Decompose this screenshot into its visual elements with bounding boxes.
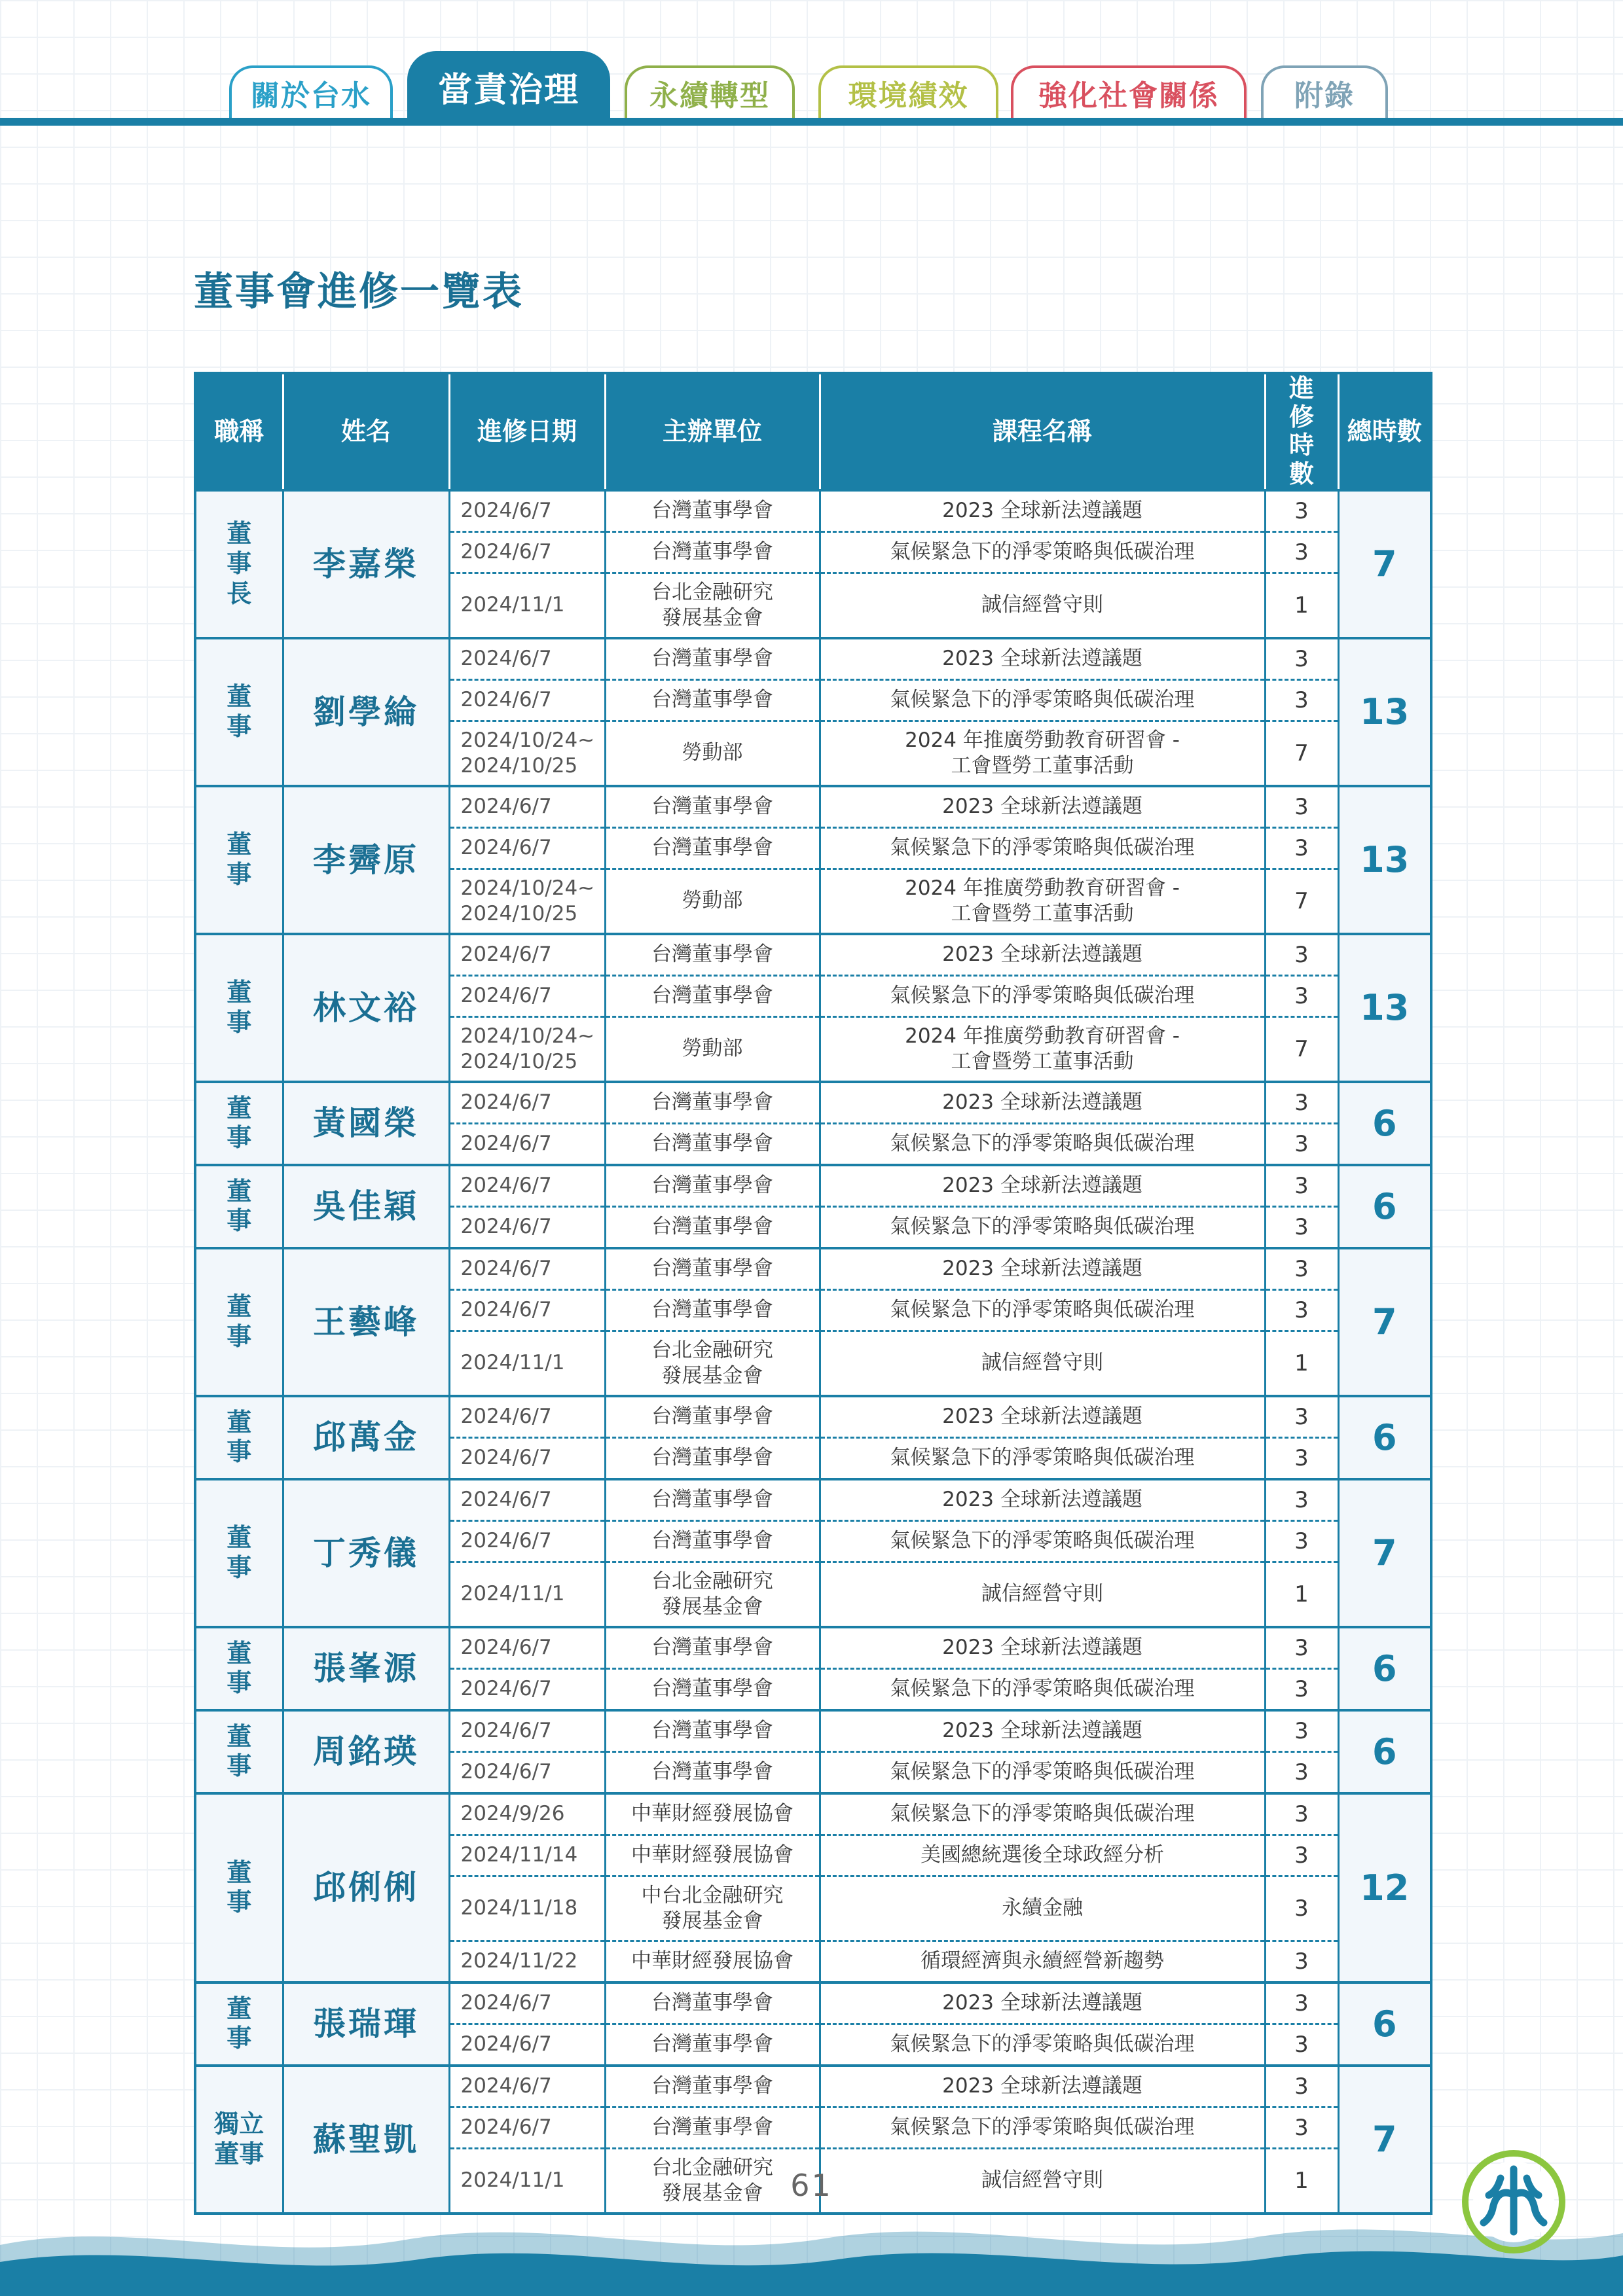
cell-course: 2023 全球新法遵議題 — [820, 1082, 1265, 1124]
cell-course: 2023 全球新法遵議題 — [820, 786, 1265, 828]
position-text: 董 — [227, 1093, 252, 1122]
cell-organizer: 台灣董事學會 — [605, 1206, 820, 1248]
cell-date: 2024/6/7 — [449, 1982, 605, 2024]
cell-organizer: 台灣董事學會 — [605, 1479, 820, 1521]
cell-date: 2024/6/7 — [449, 1627, 605, 1669]
cell-name: 李霽原 — [283, 786, 449, 934]
tab-environment[interactable]: 環境績效 — [818, 65, 998, 118]
cell-position — [195, 1248, 283, 1396]
cell-position — [195, 1710, 283, 1793]
cell-organizer: 台灣董事學會 — [605, 786, 820, 828]
cell-organizer: 台灣董事學會 — [605, 1123, 820, 1165]
cell-date: 2024/11/1 — [449, 1331, 605, 1396]
position-text: 事 — [227, 1437, 252, 1467]
board-training-table — [194, 372, 1432, 2215]
cell-position — [195, 1396, 283, 1479]
table-row — [195, 1248, 1431, 1290]
cell-total-hours: 6 — [1338, 1627, 1431, 1710]
cell-date: 2024/6/7 — [449, 1248, 605, 1290]
cell-date: 2024/6/7 — [449, 1437, 605, 1479]
table-row — [195, 1479, 1431, 1521]
cell-date: 2024/10/24~ 2024/10/25 — [449, 1016, 605, 1082]
cell-date: 2024/6/7 — [449, 1520, 605, 1562]
cell-course: 誠信經營守則 — [820, 1562, 1265, 1627]
cell-hours: 3 — [1265, 1289, 1338, 1331]
cell-date: 2024/11/14 — [449, 1835, 605, 1876]
cell-course: 誠信經營守則 — [820, 2148, 1265, 2214]
footer-wave-decoration — [0, 2199, 1623, 2296]
cell-course: 2023 全球新法遵議題 — [820, 1982, 1265, 2024]
cell-organizer: 台灣董事學會 — [605, 2024, 820, 2066]
cell-organizer: 勞動部 — [605, 1016, 820, 1082]
position-text: 事 — [227, 1206, 252, 1236]
cell-date: 2024/6/7 — [449, 934, 605, 976]
position-text: 事 — [227, 859, 252, 889]
cell-name: 邱萬金 — [283, 1396, 449, 1479]
cell-course: 氣候緊急下的淨零策略與低碳治理 — [820, 2107, 1265, 2148]
cell-total-hours: 6 — [1338, 1396, 1431, 1479]
position-text: 事 — [227, 2024, 252, 2053]
cell-hours: 7 — [1265, 721, 1338, 786]
cell-hours: 1 — [1265, 1331, 1338, 1396]
cell-position — [195, 638, 283, 786]
cell-position — [195, 1627, 283, 1710]
header-date: 進修日期 — [449, 373, 605, 490]
cell-organizer: 台灣董事學會 — [605, 1668, 820, 1710]
table-header-row — [195, 373, 1431, 490]
cell-hours: 3 — [1265, 2066, 1338, 2108]
cell-course: 氣候緊急下的淨零策略與低碳治理 — [820, 1206, 1265, 1248]
cell-hours: 3 — [1265, 490, 1338, 532]
cell-organizer: 台灣董事學會 — [605, 490, 820, 532]
position-text: 事 — [227, 1123, 252, 1153]
cell-position — [195, 1479, 283, 1627]
table-row — [195, 934, 1431, 976]
cell-date: 2024/6/7 — [449, 827, 605, 869]
cell-organizer: 台灣董事學會 — [605, 1627, 820, 1669]
position-text: 事 — [227, 1552, 252, 1582]
cell-date: 2024/6/7 — [449, 490, 605, 532]
cell-hours: 3 — [1265, 1982, 1338, 2024]
cell-course: 氣候緊急下的淨零策略與低碳治理 — [820, 679, 1265, 721]
cell-date: 2024/6/7 — [449, 1123, 605, 1165]
cell-course: 美國總統選後全球政經分析 — [820, 1835, 1265, 1876]
cell-course: 誠信經營守則 — [820, 1331, 1265, 1396]
cell-name: 丁秀儀 — [283, 1479, 449, 1627]
cell-name: 蘇聖凱 — [283, 2066, 449, 2214]
cell-date: 2024/6/7 — [449, 2066, 605, 2108]
cell-date: 2024/10/24~ 2024/10/25 — [449, 869, 605, 934]
cell-hours: 3 — [1265, 1082, 1338, 1124]
cell-hours: 3 — [1265, 638, 1338, 680]
cell-hours: 3 — [1265, 679, 1338, 721]
header-total: 總時數 — [1338, 373, 1431, 490]
cell-hours: 7 — [1265, 1016, 1338, 1082]
cell-name: 黃國榮 — [283, 1082, 449, 1165]
cell-organizer: 勞動部 — [605, 721, 820, 786]
cell-hours: 3 — [1265, 1123, 1338, 1165]
position-text: 董 — [227, 830, 252, 859]
cell-date: 2024/10/24~ 2024/10/25 — [449, 721, 605, 786]
position-text: 事 — [227, 548, 252, 578]
cell-total-hours: 13 — [1338, 934, 1431, 1082]
cell-course: 2023 全球新法遵議題 — [820, 1479, 1265, 1521]
cell-name: 吳佳穎 — [283, 1165, 449, 1248]
table-row — [195, 786, 1431, 828]
cell-course: 氣候緊急下的淨零策略與低碳治理 — [820, 1520, 1265, 1562]
cell-organizer: 台灣董事學會 — [605, 1165, 820, 1207]
cell-hours: 1 — [1265, 1562, 1338, 1627]
position-text: 事 — [227, 1751, 252, 1781]
position-text: 董 — [227, 1721, 252, 1751]
cell-course: 氣候緊急下的淨零策略與低碳治理 — [820, 531, 1265, 573]
tab-appendix[interactable]: 附錄 — [1261, 65, 1388, 118]
cell-organizer: 台灣董事學會 — [605, 1437, 820, 1479]
cell-hours: 3 — [1265, 827, 1338, 869]
cell-name: 邱俐俐 — [283, 1793, 449, 1982]
table-row — [195, 1710, 1431, 1752]
cell-course: 2023 全球新法遵議題 — [820, 1248, 1265, 1290]
cell-organizer: 台灣董事學會 — [605, 1248, 820, 1290]
cell-total-hours: 12 — [1338, 1793, 1431, 1982]
table-row — [195, 638, 1431, 680]
cell-name: 王藝峰 — [283, 1248, 449, 1396]
cell-total-hours: 6 — [1338, 1710, 1431, 1793]
cell-hours: 3 — [1265, 934, 1338, 976]
cell-date: 2024/6/7 — [449, 1396, 605, 1438]
cell-name: 李嘉榮 — [283, 490, 449, 638]
cell-date: 2024/11/1 — [449, 573, 605, 638]
cell-course: 2024 年推廣勞動教育研習會 - 工會暨勞工董事活動 — [820, 721, 1265, 786]
cell-total-hours: 7 — [1338, 1479, 1431, 1627]
cell-hours: 3 — [1265, 1165, 1338, 1207]
cell-name: 張峯源 — [283, 1627, 449, 1710]
cell-date: 2024/6/7 — [449, 1710, 605, 1752]
cell-organizer: 台北金融研究 發展基金會 — [605, 1331, 820, 1396]
table-row — [195, 1627, 1431, 1669]
header-course: 課程名稱 — [820, 373, 1265, 490]
cell-date: 2024/11/22 — [449, 1941, 605, 1982]
cell-total-hours: 13 — [1338, 786, 1431, 934]
cell-hours: 3 — [1265, 1710, 1338, 1752]
cell-hours: 3 — [1265, 531, 1338, 573]
cell-hours: 3 — [1265, 2024, 1338, 2066]
cell-organizer: 台灣董事學會 — [605, 531, 820, 573]
cell-course: 2023 全球新法遵議題 — [820, 1165, 1265, 1207]
cell-hours: 1 — [1265, 2148, 1338, 2214]
cell-date: 2024/6/7 — [449, 531, 605, 573]
table-row — [195, 1982, 1431, 2024]
cell-name: 林文裕 — [283, 934, 449, 1082]
page-number: 61 — [790, 2168, 833, 2203]
cell-hours: 3 — [1265, 1876, 1338, 1941]
cell-date: 2024/6/7 — [449, 1082, 605, 1124]
cell-position — [195, 1793, 283, 1982]
page-title: 董事會進修一覽表 — [194, 269, 524, 315]
cell-organizer: 台灣董事學會 — [605, 1520, 820, 1562]
header-hours — [1265, 373, 1338, 490]
cell-hours: 3 — [1265, 1520, 1338, 1562]
cell-course: 2023 全球新法遵議題 — [820, 934, 1265, 976]
position-text: 事 — [227, 1007, 252, 1037]
water-company-logo — [1461, 2149, 1566, 2254]
cell-course: 2023 全球新法遵議題 — [820, 1627, 1265, 1669]
position-text: 董事 — [214, 2139, 264, 2168]
cell-name: 劉學綸 — [283, 638, 449, 786]
cell-name: 張瑞琿 — [283, 1982, 449, 2066]
cell-organizer: 中華財經發展協會 — [605, 1941, 820, 1982]
cell-organizer: 台灣董事學會 — [605, 1982, 820, 2024]
cell-hours: 3 — [1265, 1396, 1338, 1438]
position-text: 事 — [227, 711, 252, 741]
cell-organizer: 台灣董事學會 — [605, 827, 820, 869]
position-text: 董 — [227, 1523, 252, 1552]
cell-course: 2024 年推廣勞動教育研習會 - 工會暨勞工董事活動 — [820, 1016, 1265, 1082]
position-text: 事 — [227, 1321, 252, 1351]
cell-date: 2024/6/7 — [449, 786, 605, 828]
cell-hours: 3 — [1265, 1479, 1338, 1521]
cell-course: 2023 全球新法遵議題 — [820, 1710, 1265, 1752]
cell-hours: 1 — [1265, 573, 1338, 638]
cell-date: 2024/6/7 — [449, 975, 605, 1016]
table-row — [195, 2066, 1431, 2108]
position-text: 董 — [227, 1407, 252, 1437]
cell-course: 氣候緊急下的淨零策略與低碳治理 — [820, 2024, 1265, 2066]
cell-total-hours: 13 — [1338, 638, 1431, 786]
cell-hours: 3 — [1265, 1437, 1338, 1479]
cell-hours: 3 — [1265, 1627, 1338, 1669]
cell-course: 氣候緊急下的淨零策略與低碳治理 — [820, 1289, 1265, 1331]
cell-organizer: 台北金融研究 發展基金會 — [605, 1562, 820, 1627]
cell-date: 2024/6/7 — [449, 1751, 605, 1793]
position-text: 董 — [227, 978, 252, 1007]
cell-date: 2024/11/1 — [449, 1562, 605, 1627]
cell-organizer: 台灣董事學會 — [605, 1289, 820, 1331]
cell-course: 2023 全球新法遵議題 — [820, 638, 1265, 680]
cell-organizer: 台灣董事學會 — [605, 934, 820, 976]
cell-position — [195, 1082, 283, 1165]
cell-date: 2024/6/7 — [449, 1479, 605, 1521]
cell-hours: 3 — [1265, 975, 1338, 1016]
cell-course: 2023 全球新法遵議題 — [820, 2066, 1265, 2108]
cell-course: 氣候緊急下的淨零策略與低碳治理 — [820, 827, 1265, 869]
cell-date: 2024/9/26 — [449, 1793, 605, 1835]
header-title: 職稱 — [195, 373, 283, 490]
cell-course: 2023 全球新法遵議題 — [820, 1396, 1265, 1438]
cell-course: 氣候緊急下的淨零策略與低碳治理 — [820, 975, 1265, 1016]
cell-hours: 3 — [1265, 1206, 1338, 1248]
position-text: 事 — [227, 1888, 252, 1917]
cell-organizer: 台灣董事學會 — [605, 2107, 820, 2148]
cell-course: 2024 年推廣勞動教育研習會 - 工會暨勞工董事活動 — [820, 869, 1265, 934]
cell-position — [195, 1165, 283, 1248]
cell-total-hours: 7 — [1338, 1248, 1431, 1396]
cell-hours: 3 — [1265, 1668, 1338, 1710]
cell-total-hours: 7 — [1338, 490, 1431, 638]
table-row — [195, 1396, 1431, 1438]
cell-organizer: 台灣董事學會 — [605, 975, 820, 1016]
cell-course: 氣候緊急下的淨零策略與低碳治理 — [820, 1751, 1265, 1793]
cell-date: 2024/11/18 — [449, 1876, 605, 1941]
cell-date: 2024/6/7 — [449, 679, 605, 721]
tab-sustainability[interactable]: 永續轉型 — [625, 65, 795, 118]
cell-hours: 3 — [1265, 1751, 1338, 1793]
cell-date: 2024/6/7 — [449, 1165, 605, 1207]
tab-social[interactable]: 強化社會關係 — [1011, 65, 1247, 118]
cell-position — [195, 934, 283, 1082]
position-text: 獨立 — [214, 2109, 264, 2139]
position-text: 董 — [227, 1638, 252, 1668]
cell-course: 循環經濟與永續經營新趨勢 — [820, 1941, 1265, 1982]
cell-total-hours: 6 — [1338, 1165, 1431, 1248]
position-text: 董 — [227, 682, 252, 711]
cell-organizer: 台北金融研究 發展基金會 — [605, 2148, 820, 2214]
cell-organizer: 台灣董事學會 — [605, 2066, 820, 2108]
cell-date: 2024/6/7 — [449, 2024, 605, 2066]
cell-hours: 3 — [1265, 1248, 1338, 1290]
cell-organizer: 台灣董事學會 — [605, 1396, 820, 1438]
cell-hours: 3 — [1265, 1941, 1338, 1982]
position-text: 事 — [227, 1668, 252, 1698]
cell-course: 氣候緊急下的淨零策略與低碳治理 — [820, 1123, 1265, 1165]
cell-date: 2024/6/7 — [449, 1668, 605, 1710]
cell-hours: 3 — [1265, 1835, 1338, 1876]
cell-date: 2024/6/7 — [449, 2107, 605, 2148]
cell-course: 氣候緊急下的淨零策略與低碳治理 — [820, 1437, 1265, 1479]
table-row — [195, 1082, 1431, 1124]
cell-course: 氣候緊急下的淨零策略與低碳治理 — [820, 1668, 1265, 1710]
cell-organizer: 台灣董事學會 — [605, 1082, 820, 1124]
table-row — [195, 490, 1431, 532]
cell-organizer: 勞動部 — [605, 869, 820, 934]
cell-course: 誠信經營守則 — [820, 573, 1265, 638]
cell-date: 2024/6/7 — [449, 1289, 605, 1331]
cell-total-hours: 6 — [1338, 1082, 1431, 1165]
cell-organizer: 台灣董事學會 — [605, 1710, 820, 1752]
cell-name: 周銘瑛 — [283, 1710, 449, 1793]
cell-position — [195, 1982, 283, 2066]
table-row — [195, 1165, 1431, 1207]
cell-course: 永續金融 — [820, 1876, 1265, 1941]
position-text: 長 — [227, 579, 252, 608]
position-text: 董 — [227, 1994, 252, 2023]
cell-total-hours: 7 — [1338, 2066, 1431, 2214]
position-text: 董 — [227, 519, 252, 548]
cell-organizer: 台灣董事學會 — [605, 1751, 820, 1793]
cell-total-hours: 6 — [1338, 1982, 1431, 2066]
cell-course: 氣候緊急下的淨零策略與低碳治理 — [820, 1793, 1265, 1835]
position-text: 董 — [227, 1292, 252, 1321]
cell-course: 2023 全球新法遵議題 — [820, 490, 1265, 532]
cell-organizer: 中台北金融研究 發展基金會 — [605, 1876, 820, 1941]
cell-hours: 3 — [1265, 786, 1338, 828]
cell-hours: 7 — [1265, 869, 1338, 934]
tab-governance[interactable]: 當責治理 — [407, 51, 610, 119]
header-organizer: 主辦單位 — [605, 373, 820, 490]
position-text: 董 — [227, 1176, 252, 1206]
cell-organizer: 台灣董事學會 — [605, 638, 820, 680]
cell-position — [195, 786, 283, 934]
cell-date: 2024/6/7 — [449, 1206, 605, 1248]
cell-organizer: 台灣董事學會 — [605, 679, 820, 721]
header-name: 姓名 — [283, 373, 449, 490]
cell-organizer: 中華財經發展協會 — [605, 1835, 820, 1876]
tab-underline — [0, 118, 1623, 126]
cell-date: 2024/11/1 — [449, 2148, 605, 2214]
cell-organizer: 台北金融研究 發展基金會 — [605, 573, 820, 638]
header-hours-label: 進修時數 — [1288, 374, 1314, 489]
cell-hours: 3 — [1265, 1793, 1338, 1835]
table-row — [195, 1793, 1431, 1835]
cell-organizer: 中華財經發展協會 — [605, 1793, 820, 1835]
cell-date: 2024/6/7 — [449, 638, 605, 680]
cell-position — [195, 490, 283, 638]
tab-about[interactable]: 關於台水 — [229, 65, 393, 118]
table-body — [195, 490, 1431, 2214]
cell-hours: 3 — [1265, 2107, 1338, 2148]
position-text: 董 — [227, 1857, 252, 1887]
chapter-tab-bar — [0, 0, 1623, 131]
